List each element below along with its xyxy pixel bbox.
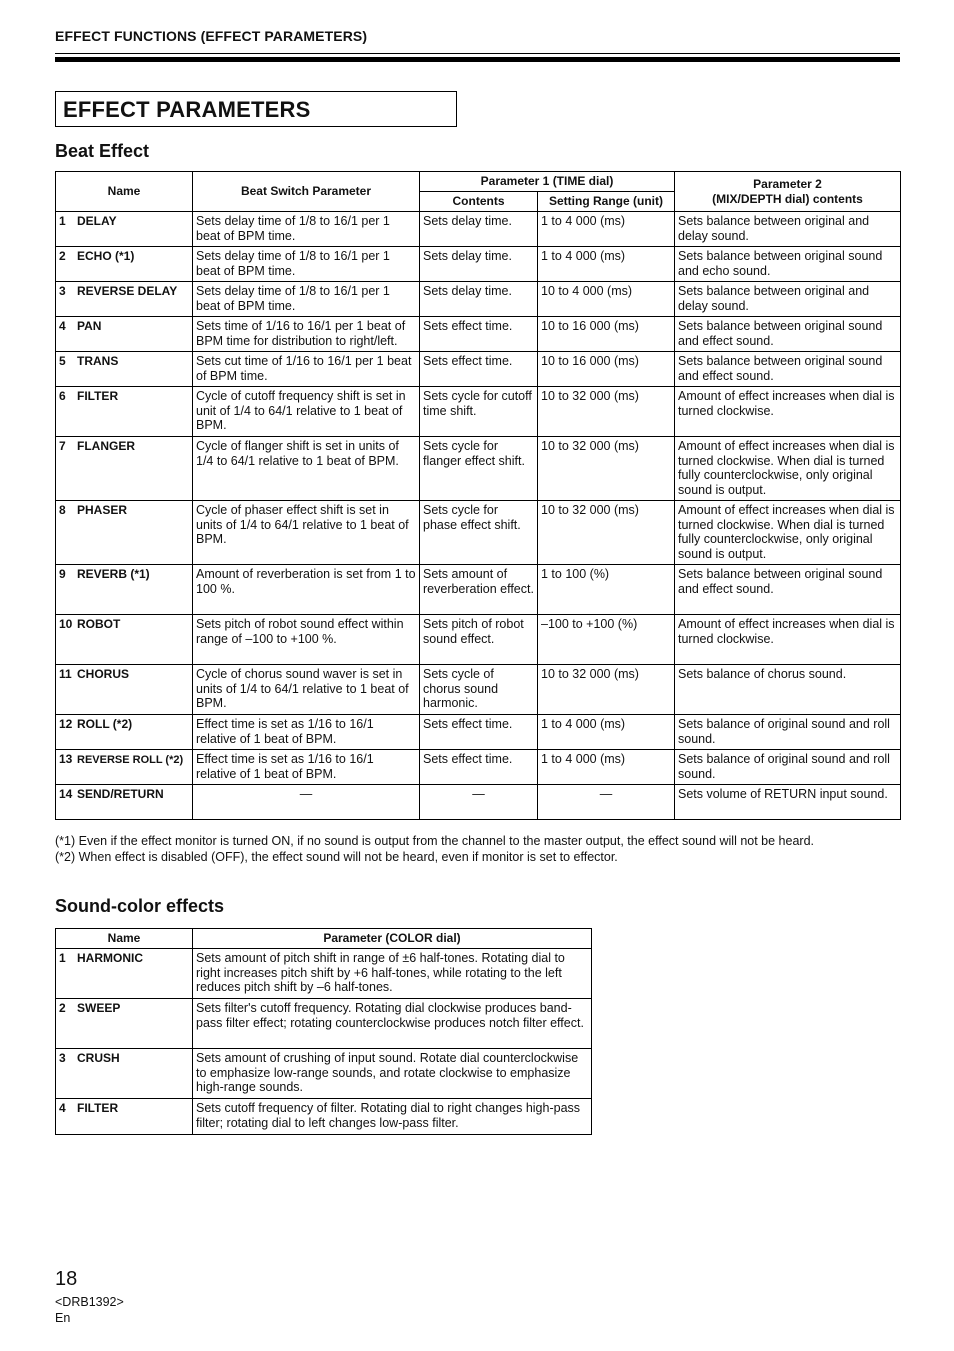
contents-cell: Sets effect time.	[420, 750, 538, 785]
effect-name	[56, 212, 193, 247]
param2-cell: Sets balance of original sound and roll sound.	[675, 750, 901, 785]
col-header-param2	[675, 172, 901, 212]
param2-cell: Sets volume of RETURN input sound.	[675, 785, 901, 820]
effect-label: ROLL (*2)	[77, 717, 133, 731]
effect-label: REVERSE DELAY	[77, 284, 178, 298]
effect-label: FLANGER	[77, 439, 135, 453]
doc-code: <DRB1392>	[55, 1295, 124, 1309]
effect-label: FILTER	[77, 1101, 119, 1115]
effect-name	[56, 247, 193, 282]
contents-cell: Sets cycle for phase effect shift.	[420, 501, 538, 565]
effect-name	[56, 999, 193, 1049]
contents-cell: Sets effect time.	[420, 352, 538, 387]
effect-number: 1	[59, 214, 66, 228]
beat-effect-table	[55, 171, 901, 820]
param2-cell: Amount of effect increases when dial is turned clockwise.	[675, 387, 901, 437]
table-row	[56, 212, 901, 247]
table-row	[56, 1099, 592, 1135]
effect-label: CRUSH	[77, 1051, 120, 1065]
effect-label: SWEEP	[77, 1001, 121, 1015]
beat-switch-cell: Cycle of phaser effect shift is set in units of 1/4 to 64/1 relative to 1 beat of BPM.	[193, 501, 420, 565]
document-id	[55, 1294, 124, 1326]
param2-line1: Parameter 2	[753, 177, 822, 191]
effect-number: 10	[59, 617, 73, 631]
beat-switch-cell: Cycle of flanger shift is set in units of 1/4 to 64/1 relative to 1 beat of BPM.	[193, 437, 420, 501]
contents-cell: Sets delay time.	[420, 212, 538, 247]
effect-number: 4	[59, 319, 66, 333]
table-row	[56, 282, 901, 317]
table-row	[56, 387, 901, 437]
range-cell: 1 to 4 000 (ms)	[538, 715, 675, 750]
contents-cell: —	[420, 785, 538, 820]
effect-label: PAN	[77, 319, 102, 333]
effect-number: 14	[59, 787, 73, 801]
range-cell: 10 to 32 000 (ms)	[538, 387, 675, 437]
effect-name	[56, 615, 193, 665]
param2-cell: Sets balance between original sound and echo sound.	[675, 247, 901, 282]
effect-label: ROBOT	[77, 617, 121, 631]
effect-number: 4	[59, 1101, 66, 1115]
footnote-2: (*2) When effect is disabled (OFF), the effect sound will not be heard, even if monitor is set to effector.	[55, 850, 618, 864]
col-header-contents: Contents	[420, 192, 538, 212]
col-header-name: Name	[56, 929, 193, 949]
beat-switch-cell: Sets cut time of 1/16 to 16/1 per 1 beat of BPM time.	[193, 352, 420, 387]
beat-effect-heading: Beat Effect	[55, 141, 150, 161]
effect-name	[56, 437, 193, 501]
effect-label: ECHO (*1)	[77, 249, 135, 263]
effect-name	[56, 317, 193, 352]
effect-number: 6	[59, 389, 66, 403]
contents-cell: Sets amount of reverberation effect.	[420, 565, 538, 615]
effect-number: 7	[59, 439, 66, 453]
color-param-cell: Sets amount of pitch shift in range of ±6 half-tones. Rotating dial to right increases pitch shift by +6 half-tones, while rotating to the left reduces pitch shift by –6 half-tones.	[193, 949, 592, 999]
beat-switch-cell: —	[193, 785, 420, 820]
header-rule-thick	[55, 57, 900, 62]
param2-cell: Sets balance between original sound and effect sound.	[675, 565, 901, 615]
beat-switch-cell: Sets delay time of 1/8 to 16/1 per 1 beat of BPM time.	[193, 282, 420, 317]
beat-switch-cell: Sets delay time of 1/8 to 16/1 per 1 beat of BPM time.	[193, 212, 420, 247]
table-row	[56, 785, 901, 820]
table-row	[56, 501, 901, 565]
contents-cell: Sets delay time.	[420, 282, 538, 317]
doc-language: En	[55, 1311, 71, 1325]
contents-cell: Sets effect time.	[420, 317, 538, 352]
param2-cell: Amount of effect increases when dial is turned clockwise. When dial is turned fully counterclockwise, only original sound is output.	[675, 501, 901, 565]
table-row	[56, 437, 901, 501]
effect-name	[56, 715, 193, 750]
table-row	[56, 247, 901, 282]
effect-number: 2	[59, 1001, 66, 1015]
color-param-cell: Sets cutoff frequency of filter. Rotating dial to right changes high-pass filter; rotating dial to left changes low-pass filter.	[193, 1099, 592, 1135]
param2-cell: Sets balance between original sound and effect sound.	[675, 352, 901, 387]
effect-name	[56, 387, 193, 437]
effect-name	[56, 1049, 193, 1099]
table-row	[56, 317, 901, 352]
table-row	[56, 750, 901, 785]
effect-number: 12	[59, 717, 73, 731]
beat-switch-cell: Effect time is set as 1/16 to 16/1 relative of 1 beat of BPM.	[193, 715, 420, 750]
param2-cell: Sets balance between original and delay sound.	[675, 212, 901, 247]
param2-cell: Sets balance between original and delay sound.	[675, 282, 901, 317]
table-row	[56, 665, 901, 715]
effect-number: 2	[59, 249, 66, 263]
effect-label: REVERB (*1)	[77, 567, 150, 581]
effect-number: 3	[59, 1051, 66, 1065]
effect-number: 11	[59, 667, 72, 681]
effect-number: 9	[59, 567, 66, 581]
param2-cell: Amount of effect increases when dial is turned clockwise. When dial is turned fully counterclockwise, only original sound is output.	[675, 437, 901, 501]
effect-name	[56, 750, 193, 785]
table-row	[56, 565, 901, 615]
effect-name	[56, 665, 193, 715]
table-row	[56, 1049, 592, 1099]
page-title: EFFECT PARAMETERS	[63, 97, 311, 122]
beat-switch-cell: Sets time of 1/16 to 16/1 per 1 beat of BPM time for distribution to right/left.	[193, 317, 420, 352]
effect-number: 5	[59, 354, 66, 368]
param2-cell: Sets balance of chorus sound.	[675, 665, 901, 715]
effect-number: 3	[59, 284, 66, 298]
range-cell: –100 to +100 (%)	[538, 615, 675, 665]
effect-name	[56, 949, 193, 999]
range-cell: 1 to 4 000 (ms)	[538, 750, 675, 785]
beat-switch-cell: Cycle of cutoff frequency shift is set in unit of 1/4 to 64/1 relative to 1 beat of BPM.	[193, 387, 420, 437]
beat-switch-cell: Effect time is set as 1/16 to 16/1 relative of 1 beat of BPM.	[193, 750, 420, 785]
effect-label: PHASER	[77, 503, 128, 517]
contents-cell: Sets cycle for cutoff time shift.	[420, 387, 538, 437]
footnotes	[55, 833, 915, 865]
table-row	[56, 715, 901, 750]
beat-switch-cell: Cycle of chorus sound waver is set in units of 1/4 to 64/1 relative to 1 beat of BPM.	[193, 665, 420, 715]
effect-label: DELAY	[77, 214, 117, 228]
sound-color-heading: Sound-color effects	[55, 896, 225, 916]
contents-cell: Sets delay time.	[420, 247, 538, 282]
contents-cell: Sets cycle of chorus sound harmonic.	[420, 665, 538, 715]
table-row	[56, 949, 592, 999]
range-cell: 1 to 4 000 (ms)	[538, 247, 675, 282]
range-cell: 10 to 16 000 (ms)	[538, 317, 675, 352]
range-cell: 10 to 16 000 (ms)	[538, 352, 675, 387]
table-row	[56, 352, 901, 387]
col-header-beat-switch: Beat Switch Parameter	[193, 172, 420, 212]
effect-label: REVERSE ROLL (*2)	[77, 754, 184, 766]
range-cell: —	[538, 785, 675, 820]
param2-cell: Amount of effect increases when dial is turned clockwise.	[675, 615, 901, 665]
effect-label: CHORUS	[77, 667, 130, 681]
effect-name	[56, 352, 193, 387]
col-header-param1: Parameter 1 (TIME dial)	[420, 172, 675, 192]
page-title-box	[55, 91, 457, 127]
param2-cell: Sets balance between original sound and effect sound.	[675, 317, 901, 352]
effect-name	[56, 565, 193, 615]
effect-name	[56, 1099, 193, 1135]
beat-switch-cell: Sets delay time of 1/8 to 16/1 per 1 beat of BPM time.	[193, 247, 420, 282]
range-cell: 10 to 32 000 (ms)	[538, 501, 675, 565]
range-cell: 10 to 4 000 (ms)	[538, 282, 675, 317]
effect-name	[56, 785, 193, 820]
col-header-name: Name	[56, 172, 193, 212]
effect-number: 8	[59, 503, 66, 517]
effect-label: SEND/RETURN	[77, 787, 164, 801]
param2-line2: (MIX/DEPTH dial) contents	[712, 191, 863, 206]
range-cell: 1 to 100 (%)	[538, 565, 675, 615]
range-cell: 1 to 4 000 (ms)	[538, 212, 675, 247]
page-number: 18	[55, 1268, 78, 1290]
effect-number: 1	[59, 951, 66, 965]
beat-switch-cell: Amount of reverberation is set from 1 to 100 %.	[193, 565, 420, 615]
beat-switch-cell: Sets pitch of robot sound effect within range of –100 to +100 %.	[193, 615, 420, 665]
table-row	[56, 615, 901, 665]
effect-label: TRANS	[77, 354, 119, 368]
effect-number: 13	[59, 752, 73, 766]
effect-label: FILTER	[77, 389, 119, 403]
range-cell: 10 to 32 000 (ms)	[538, 437, 675, 501]
effect-name	[56, 501, 193, 565]
effect-name	[56, 282, 193, 317]
table-row	[56, 999, 592, 1049]
contents-cell: Sets cycle for flanger effect shift.	[420, 437, 538, 501]
range-cell: 10 to 32 000 (ms)	[538, 665, 675, 715]
param2-cell: Sets balance of original sound and roll sound.	[675, 715, 901, 750]
header-rule-thin	[55, 53, 900, 54]
color-param-cell: Sets filter's cutoff frequency. Rotating dial clockwise produces band-pass filter effect; rotating counterclockwise produces notch filter effect.	[193, 999, 592, 1049]
col-header-color-param: Parameter (COLOR dial)	[193, 929, 592, 949]
col-header-range: Setting Range (unit)	[538, 192, 675, 212]
section-header: EFFECT FUNCTIONS (EFFECT PARAMETERS)	[55, 28, 368, 44]
sound-color-table	[55, 928, 592, 1135]
footnote-1: (*1) Even if the effect monitor is turned ON, if no sound is output from the channel to the master output, the effect sound will not be heard.	[55, 834, 814, 848]
contents-cell: Sets pitch of robot sound effect.	[420, 615, 538, 665]
contents-cell: Sets effect time.	[420, 715, 538, 750]
color-param-cell: Sets amount of crushing of input sound. Rotate dial counterclockwise to emphasize low-range sounds, and rotate clockwise to emphasize high-range sounds.	[193, 1049, 592, 1099]
effect-label: HARMONIC	[77, 951, 143, 965]
